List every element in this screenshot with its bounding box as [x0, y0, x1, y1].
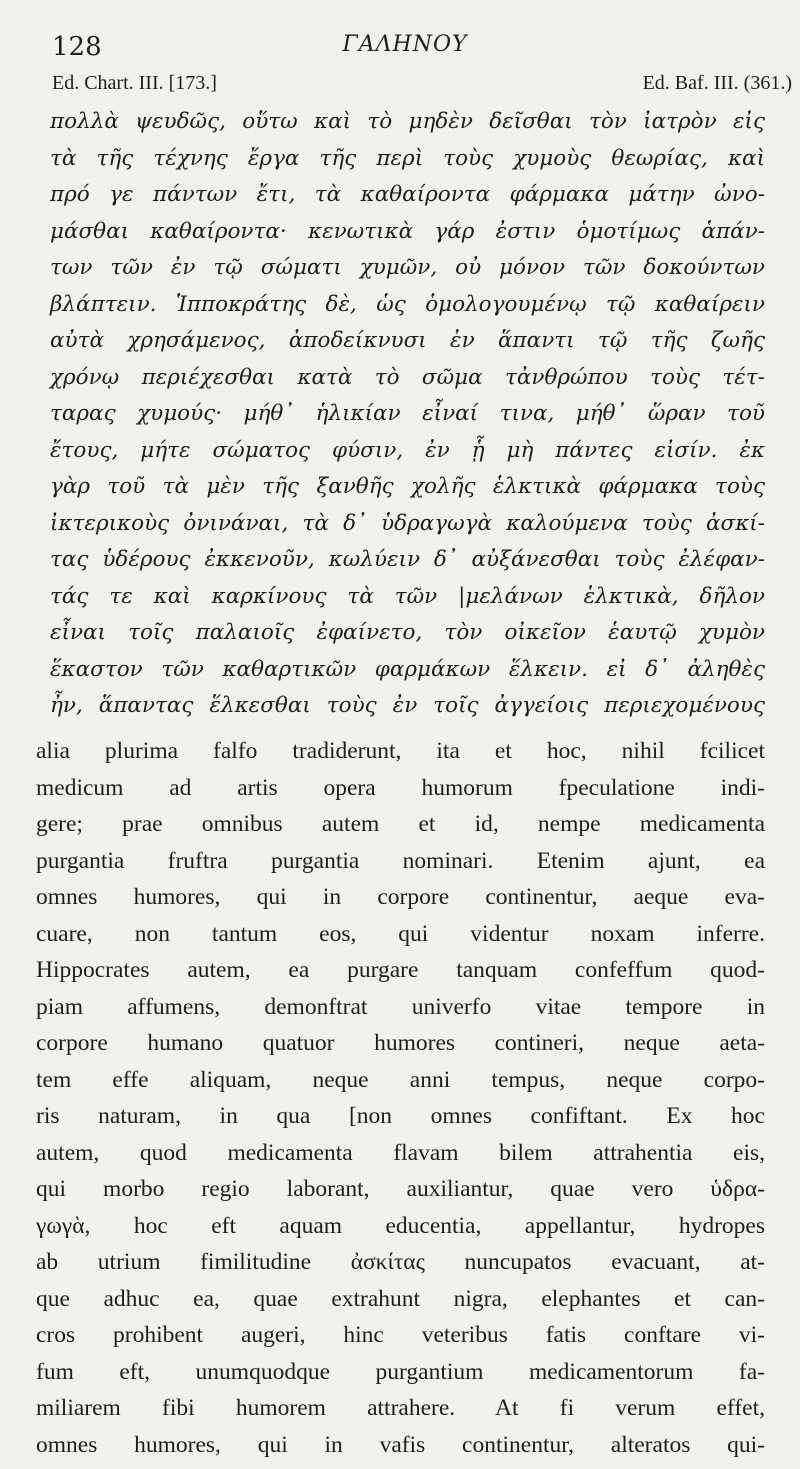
greek-line-16: ἕκαστον τῶν καθαρτικῶν φαρμάκων ἕλκειν. εἰ δ᾽ ἀληθὲς [50, 656, 765, 682]
latin-line-17: cros prohibent augeri, hinc veteribus fatis conftare vi- [36, 1322, 765, 1348]
greek-line-14: τάς τε καὶ καρκίνους τὰ τῶν |μελάνων ἑλκτικὰ, δῆλον [50, 583, 765, 609]
greek-line-3: πρό γε πάντων ἔτι, τὰ καθαίροντα φάρμακα μάτην ὠνο- [50, 182, 765, 207]
latin-line-5: omnes humores, qui in corpore continentur, aeque eva- [36, 884, 765, 910]
latin-line-14: γωγὰ, hoc eft aquam educentia, appellantur, hydropes [36, 1212, 765, 1239]
greek-line-6: βλάπτειν. Ἱπποκράτης δὲ, ὡς ὁμολογουμένῳ τῷ καθαίρειν [50, 291, 765, 317]
latin-line-8: piam affumens, demonftrat univerfo vitae tempore in [36, 993, 765, 1020]
latin-line-15: ab utrium fimilitudine ἀσκίτας nuncupatos evacuant, at- [36, 1249, 765, 1275]
latin-line-4: purgantia fruftra purgantia nominari. Etenim ajunt, ea [36, 847, 765, 874]
latin-line-10: tem effe aliquam, neque anni tempus, neque corpo- [36, 1066, 765, 1093]
latin-line-18: fum eft, unumquodque purgantium medicamentorum fa- [36, 1358, 765, 1385]
latin-line-7: Hippocrates autem, ea purgare tanquam confeffum quod- [36, 957, 765, 983]
greek-line-1: πολλὰ ψευδῶς, οὕτω καὶ τὸ μηδὲν δεῖσθαι τὸν ἰατρὸν εἰς [50, 109, 765, 134]
latin-line-16: que adhuc ea, quae extrahunt nigra, elephantes et can- [36, 1285, 765, 1312]
greek-line-17: ἦν, ἅπαντας ἕλκεσθαι τοὺς ἐν τοῖς ἀγγείοις περιεχομένους [50, 693, 765, 718]
greek-line-8: χρόνῳ περιέχεσθαι κατὰ τὸ σῶμα τἀνθρώπου τοὺς τέτ- [50, 364, 765, 390]
greek-line-13: τας ὑδέρους ἐκκενοῦν, κωλύειν δ᾽ αὐξάνεσθαι τοὺς ἐλέφαν- [50, 547, 765, 572]
greek-line-10: ἔτους, μήτε σώματος φύσιν, ἐν ᾗ μὴ πάντες εἰσίν. ἐκ [50, 437, 765, 463]
greek-line-4: μάσθαι καθαίροντα· κενωτικὰ γάρ ἐστιν ὁμοτίμως ἁπάν- [50, 218, 765, 244]
greek-line-15: εἶναι τοῖς παλαιοῖς ἐφαίνετο, τὸν οἰκεῖον ἑαυτῷ χυμὸν [50, 620, 765, 645]
greek-line-7: αὐτὰ χρησάμενος, ἀποδείκνυσι ἐν ἅπαντι τῷ τῆς ζωῆς [50, 328, 765, 353]
latin-line-1: alia plurima falfo tradiderunt, ita et hoc, nihil fcilicet [36, 738, 765, 764]
greek-line-2: τὰ τῆς τέχνης ἔργα τῆς περὶ τοὺς χυμοὺς θεωρίας, καὶ [50, 145, 765, 171]
latin-line-2: medicum ad artis opera humorum fpeculatione indi- [36, 774, 765, 801]
latin-line-20: omnes humores, qui in vafis continentur, alteratos qui- [36, 1431, 765, 1458]
running-head [40, 30, 770, 70]
latin-line-9: corpore humano quatuor humores contineri, neque aeta- [36, 1030, 765, 1056]
greek-line-12: ἰκτερικοὺς ὀνινάναι, τὰ δ᾽ ὑδραγωγὰ καλούμενα τοὺς ἀσκί- [50, 510, 765, 536]
greek-text-block [50, 104, 765, 725]
latin-text-block [36, 733, 765, 1463]
edition-basel: Ed. Baf. III. (361.) [642, 72, 792, 94]
latin-line-12: autem, quod medicamenta flavam bilem attrahentia eis, [36, 1139, 765, 1166]
page-number: 128 [52, 32, 102, 62]
latin-line-6: cuare, non tantum eos, qui videntur noxam inferre. [36, 920, 765, 947]
running-title: ΓΑΛΗΝΟΥ [342, 32, 468, 57]
latin-line-13: qui morbo regio laborant, auxiliantur, quae vero ὑδρα- [36, 1176, 765, 1202]
greek-line-11: γὰρ τοῦ τὰ μὲν τῆς ξανθῆς χολῆς ἑλκτικὰ φάρμακα τοὺς [50, 474, 765, 499]
greek-line-5: των τῶν ἐν τῷ σώματι χυμῶν, οὐ μόνον τῶν δοκούντων [50, 255, 765, 280]
latin-line-11: ris naturam, in qua [non omnes confiftant. Ex hoc [36, 1103, 765, 1129]
edition-chartier: Ed. Chart. III. [173.] [52, 72, 217, 94]
greek-line-9: ταρας χυμούς· μήθ᾽ ἡλικίαν εἶναί τινα, μήθ᾽ ὥραν τοῦ [50, 401, 765, 426]
latin-line-3: gere; prae omnibus autem et id, nempe medicamenta [36, 811, 765, 837]
latin-line-19: miliarem fibi humorem attrahere. At fi verum effet, [36, 1395, 765, 1421]
edition-references [52, 72, 792, 102]
